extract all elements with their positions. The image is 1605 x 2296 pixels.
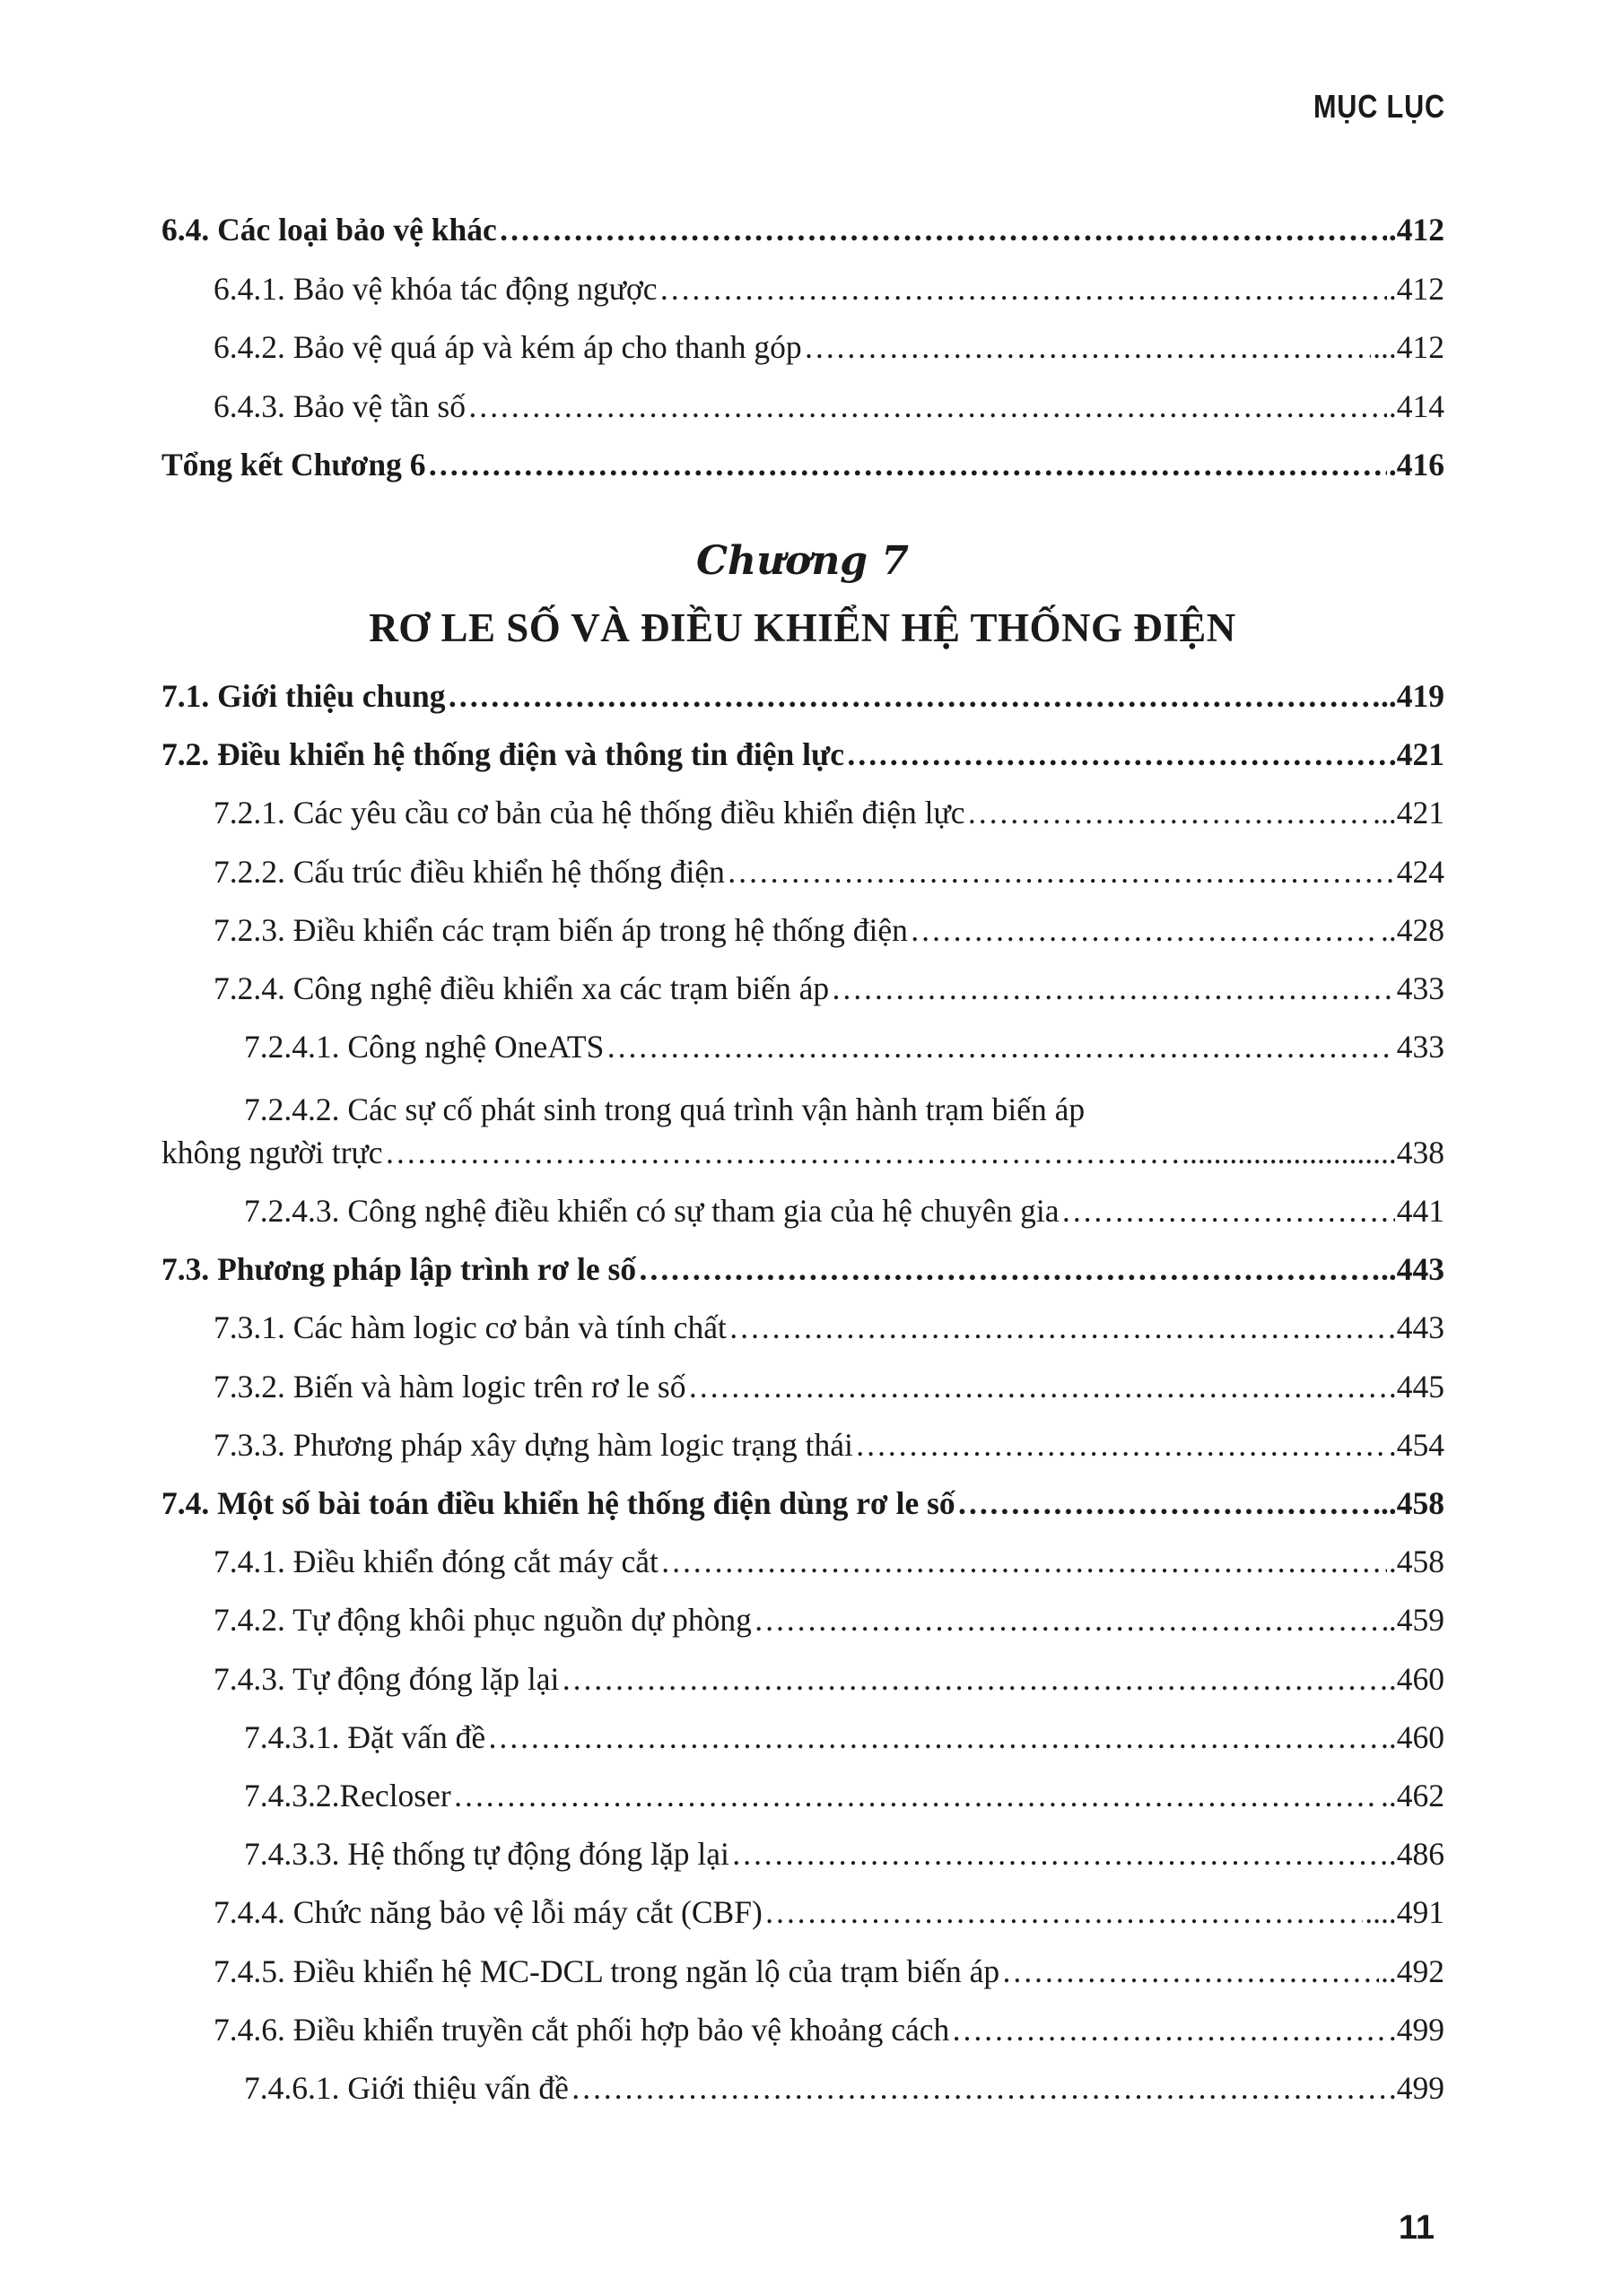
toc-entry bbox=[214, 1368, 1444, 1411]
toc-entry-label: 7.4. Một số bài toán điều khiển hệ thống điện dùng rơ le số bbox=[161, 1485, 955, 1521]
toc-entry bbox=[244, 1835, 1444, 1878]
toc-leader-dots bbox=[448, 677, 1379, 715]
toc-entry-label: 7.4.6.1. Giới thiệu vấn đề bbox=[244, 2070, 569, 2106]
toc-entry-page: ..492 bbox=[1381, 1952, 1444, 1989]
toc-entry bbox=[214, 1309, 1444, 1352]
toc-leader-dots bbox=[499, 211, 1387, 248]
toc-entry-page: ..462 bbox=[1381, 1778, 1444, 1813]
toc-entry-label: 7.3.2. Biến và hàm logic trên rơ le số bbox=[214, 1368, 686, 1405]
toc-entry-label: 6.4.3. Bảo vệ tần số bbox=[214, 387, 467, 424]
toc-entry bbox=[214, 1952, 1444, 1996]
toc-leader-dots bbox=[831, 970, 1395, 1007]
toc-entry-label: 7.2.4. Công nghệ điều khiển xa các trạm biến áp bbox=[214, 970, 830, 1006]
toc-entry-label: 7.4.3.3. Hệ thống tự động đóng lặp lại bbox=[244, 1836, 729, 1873]
toc-entry-page: .421 bbox=[1388, 736, 1444, 773]
toc-entry-page: .499 bbox=[1388, 2011, 1444, 2048]
toc-entry-page: ...458 bbox=[1373, 1485, 1444, 1521]
toc-entry-wrapped-line2 bbox=[161, 1134, 1444, 1177]
toc-entry-label: 7.2.4.1. Công nghệ OneATS bbox=[244, 1029, 605, 1065]
toc-entry-page: .412 bbox=[1388, 212, 1444, 248]
toc-entry-page: .414 bbox=[1388, 387, 1444, 424]
toc-entry bbox=[214, 270, 1444, 313]
toc-entry-label: 7.3.1. Các hàm logic cơ bản và tính chất bbox=[214, 1309, 727, 1346]
toc-entry bbox=[214, 1601, 1444, 1644]
toc-entry-label: 7.2.3. Điều khiển các trạm biến áp trong hệ thống điện bbox=[214, 911, 908, 948]
toc-leader-dots bbox=[487, 1718, 1379, 1756]
toc-entry-label: 7.2. Điều khiển hệ thống điện và thông tin điện lực bbox=[161, 736, 845, 773]
toc-entry bbox=[214, 1426, 1444, 1469]
toc-entry-wrapped-line1: 7.2.4.2. Các sự cố phát sinh trong quá trình vận hành trạm biến áp bbox=[244, 1091, 1086, 1127]
toc-leader-dots bbox=[855, 1426, 1387, 1464]
toc-leader-dots bbox=[966, 794, 1371, 831]
toc-entry-label: 7.4.1. Điều khiển đóng cắt máy cắt bbox=[214, 1544, 659, 1580]
toc-entry bbox=[214, 794, 1444, 837]
toc-entry-label: 7.2.2. Cấu trúc điều khiển hệ thống điện bbox=[214, 853, 725, 890]
toc-entry-page: .454 bbox=[1388, 1426, 1444, 1463]
toc-entry-page: 443 bbox=[1396, 1309, 1444, 1346]
toc-entry-page: ..419 bbox=[1381, 678, 1444, 714]
toc-leader-dots bbox=[571, 2069, 1387, 2107]
toc-entry-page: .459 bbox=[1388, 1602, 1444, 1639]
toc-entry bbox=[244, 2069, 1444, 2112]
toc-entry bbox=[161, 1250, 1444, 1293]
toc-leader-dots bbox=[467, 387, 1387, 425]
toc-leader-dots bbox=[385, 1134, 1181, 1171]
toc-leader-dots bbox=[728, 1309, 1395, 1346]
toc-leader-dots bbox=[754, 1601, 1387, 1639]
toc-leader-dots bbox=[731, 1835, 1387, 1873]
toc-entry-page: .458 bbox=[1388, 1544, 1444, 1580]
toc-leader-dots bbox=[727, 853, 1395, 891]
toc-entry-page: ...........................438 bbox=[1182, 1135, 1444, 1170]
toc-leader-dots bbox=[453, 1777, 1379, 1814]
toc-entry-page: .416 bbox=[1388, 447, 1444, 483]
toc-leader-dots bbox=[427, 446, 1386, 483]
toc-entry bbox=[161, 211, 1444, 254]
toc-leader-dots bbox=[764, 1893, 1363, 1931]
toc-entry bbox=[161, 446, 1444, 489]
toc-leader-dots bbox=[606, 1028, 1394, 1065]
toc-leader-dots bbox=[561, 1660, 1386, 1698]
toc-leader-dots bbox=[951, 2011, 1387, 2048]
toc-entry-label: 6.4.1. Bảo vệ khóa tác động ngược bbox=[214, 270, 658, 307]
toc-entry-page: .486 bbox=[1388, 1836, 1444, 1873]
toc-entry bbox=[214, 1660, 1444, 1703]
toc-leader-dots bbox=[910, 911, 1379, 949]
toc-entry-label: 7.4.2. Tự động khôi phục nguồn dự phòng bbox=[214, 1602, 752, 1639]
toc-entry bbox=[214, 970, 1444, 1013]
toc-entry-page: ...412 bbox=[1373, 329, 1444, 365]
toc-entry-label: không người trực bbox=[161, 1135, 383, 1170]
toc-entry bbox=[244, 1192, 1444, 1235]
toc-entry bbox=[214, 2011, 1444, 2054]
toc-entry-page: 433 bbox=[1396, 1029, 1444, 1065]
toc-entry-page: 441 bbox=[1396, 1193, 1444, 1229]
toc-entry-label: 7.4.3.1. Đặt vấn đề bbox=[244, 1718, 486, 1755]
toc-leader-dots bbox=[1001, 1952, 1379, 1990]
toc-entry-label: 7.3. Phương pháp lập trình rơ le số bbox=[161, 1251, 637, 1288]
toc-entry bbox=[214, 1893, 1444, 1936]
chapter-title: RƠ LE SỐ VÀ ĐIỀU KHIỂN HỆ THỐNG ĐIỆN bbox=[369, 605, 1236, 650]
toc-leader-dots bbox=[846, 735, 1387, 773]
toc-leader-dots bbox=[688, 1368, 1387, 1405]
toc-entry bbox=[214, 911, 1444, 954]
toc-entry-page: ..460 bbox=[1381, 1718, 1444, 1755]
toc-entry bbox=[244, 1777, 1444, 1820]
toc-entry bbox=[214, 853, 1444, 896]
toc-entry bbox=[161, 1484, 1444, 1527]
toc-entry-label: 7.4.5. Điều khiển hệ MC-DCL trong ngăn lộ của trạm biến áp bbox=[214, 1952, 1000, 1989]
toc-entry bbox=[161, 735, 1444, 778]
toc-entry-label: 7.4.4. Chức năng bảo vệ lỗi máy cắt (CBF) bbox=[214, 1894, 763, 1931]
toc-entry-page: ..443 bbox=[1381, 1251, 1444, 1288]
running-header: MỤC LỤC bbox=[1313, 88, 1445, 125]
toc-entry-page: ...421 bbox=[1373, 795, 1444, 831]
toc-entry-label: 7.1. Giới thiệu chung bbox=[161, 678, 446, 714]
toc-entry bbox=[244, 1028, 1444, 1071]
toc-entry-label: 6.4.2. Bảo vệ quá áp và kém áp cho thanh góp bbox=[214, 329, 802, 365]
toc-entry-page: .412 bbox=[1388, 270, 1444, 307]
toc-entry-label: 7.4.3. Tự động đóng lặp lại bbox=[214, 1660, 560, 1697]
toc-entry-page: ..428 bbox=[1381, 911, 1444, 948]
toc-entry-page: ....491 bbox=[1365, 1894, 1444, 1931]
toc-entry-page: 433 bbox=[1396, 970, 1444, 1006]
toc-entry-label: 7.4.6. Điều khiển truyền cắt phối hợp bảo vệ khoảng cách bbox=[214, 2011, 950, 2048]
toc-entry-page: .445 bbox=[1388, 1368, 1444, 1405]
toc-entry-label: 7.3.3. Phương pháp xây dựng hàm logic trạng thái bbox=[214, 1426, 853, 1463]
toc-entry-label: Tổng kết Chương 6 bbox=[161, 447, 426, 483]
toc-entry-page: .499 bbox=[1388, 2070, 1444, 2106]
toc-entry-label: 6.4. Các loại bảo vệ khác bbox=[161, 212, 497, 248]
toc-entry bbox=[161, 677, 1444, 720]
toc-entry bbox=[214, 387, 1444, 430]
toc-leader-dots bbox=[804, 328, 1372, 366]
toc-entry-label: 7.4.3.2.Recloser bbox=[244, 1778, 451, 1813]
toc-leader-dots bbox=[638, 1250, 1379, 1288]
toc-entry bbox=[244, 1718, 1444, 1761]
toc-entry-page: .460 bbox=[1388, 1660, 1444, 1697]
toc-leader-dots bbox=[659, 270, 1386, 308]
toc-entry bbox=[214, 1543, 1444, 1586]
toc-entry bbox=[214, 328, 1444, 371]
toc-entry-label: 7.2.1. Các yêu cầu cơ bản của hệ thống điều khiển điện lực bbox=[214, 795, 965, 831]
toc-leader-dots bbox=[1061, 1192, 1395, 1230]
toc-leader-dots bbox=[660, 1543, 1387, 1580]
toc-entry-page: 424 bbox=[1396, 853, 1444, 890]
chapter-number: Chương 7 bbox=[695, 538, 910, 584]
toc-entry-label: 7.2.4.3. Công nghệ điều khiển có sự tham gia của hệ chuyên gia bbox=[244, 1193, 1060, 1229]
page-number: 11 bbox=[1398, 2209, 1435, 2247]
toc-leader-dots bbox=[957, 1484, 1371, 1522]
